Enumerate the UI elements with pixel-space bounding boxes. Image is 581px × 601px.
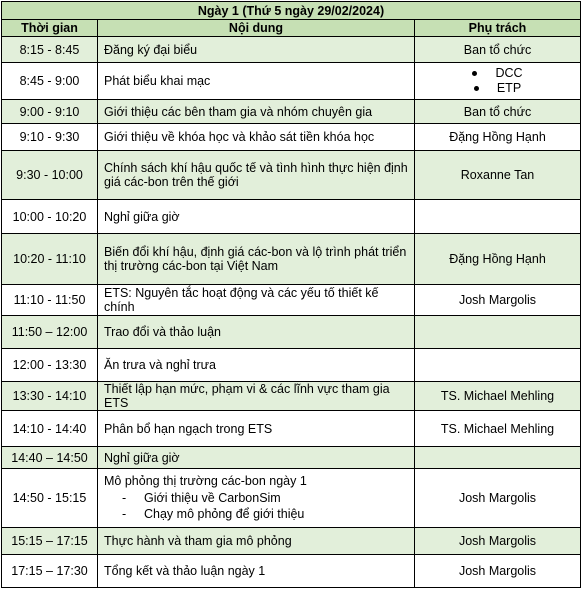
row-time: 17:15 – 17:30 [2, 555, 98, 588]
table-row [2, 469, 581, 528]
list-item [421, 81, 574, 96]
row-content: Trao đổi và thảo luận [98, 316, 415, 349]
table-row [2, 100, 581, 124]
table-row [2, 63, 581, 100]
row-content-block [98, 469, 415, 528]
table-row [2, 285, 581, 316]
row-owner: Roxanne Tan [415, 151, 581, 200]
row-content: Giới thiệu các bên tham gia và nhóm chuyên gia [98, 100, 415, 124]
row-content: ETS: Nguyên tắc hoạt động và các yếu tố thiết kế chính [98, 285, 415, 316]
bullet-icon [474, 86, 479, 91]
row-content: Phát biểu khai mạc [98, 63, 415, 100]
row-time: 10:00 - 10:20 [2, 200, 98, 234]
row-time: 13:30 - 14:10 [2, 382, 98, 411]
row-owner: Josh Margolis [415, 555, 581, 588]
row-time: 8:15 - 8:45 [2, 37, 98, 63]
row-content: Đăng ký đại biểu [98, 37, 415, 63]
table-row [2, 382, 581, 411]
owner-name: DCC [495, 66, 523, 80]
table-row [2, 555, 581, 588]
table-row [2, 411, 581, 447]
list-item [104, 490, 408, 506]
row-time: 15:15 – 17:15 [2, 528, 98, 555]
table-row [2, 234, 581, 285]
row-owner: Ban tổ chức [415, 100, 581, 124]
row-owner: Josh Margolis [415, 469, 581, 528]
row-content: Thực hành và tham gia mô phỏng [98, 528, 415, 555]
table-row [2, 316, 581, 349]
list-item [421, 66, 574, 81]
row-owner: Đặng Hồng Hạnh [415, 234, 581, 285]
row-owner: Josh Margolis [415, 285, 581, 316]
table-row [2, 349, 581, 382]
row-content: Phân bổ hạn ngạch trong ETS [98, 411, 415, 447]
row-content: Giới thiệu về khóa học và khảo sát tiền khóa học [98, 124, 415, 151]
row-content: Chính sách khí hậu quốc tế và tình hình thực hiện định giá các-bon trên thế giới [98, 151, 415, 200]
row-content: Biến đổi khí hậu, định giá các-bon và lộ trình phát triển thị trường các-bon tại Việt Nam [98, 234, 415, 285]
row-content: Nghỉ giữa giờ [98, 200, 415, 234]
table-row [2, 447, 581, 469]
row-owner [415, 447, 581, 469]
dash-icon: - [122, 491, 127, 505]
table-row [2, 200, 581, 234]
owner-name: ETP [496, 81, 522, 95]
row-time: 12:00 - 13:30 [2, 349, 98, 382]
header-time: Thời gian [2, 20, 98, 37]
owner-bullet-list [421, 66, 574, 96]
row-owner: Đặng Hồng Hạnh [415, 124, 581, 151]
list-item [104, 506, 408, 522]
table-row [2, 151, 581, 200]
row-time: 14:50 - 15:15 [2, 469, 98, 528]
sub-item: Giới thiệu về CarbonSim [144, 491, 281, 505]
row-content: Mô phỏng thị trường các-bon ngày 1 [104, 474, 307, 488]
dash-icon: - [122, 507, 127, 521]
sub-item: Chạy mô phỏng để giới thiệu [144, 507, 305, 521]
row-time: 11:10 - 11:50 [2, 285, 98, 316]
table-row [2, 124, 581, 151]
row-content: Thiết lập hạn mức, phạm vi & các lĩnh vực tham gia ETS [98, 382, 415, 411]
agenda-table [1, 1, 581, 588]
row-content: Ăn trưa và nghỉ trưa [98, 349, 415, 382]
row-time: 10:20 - 11:10 [2, 234, 98, 285]
row-time: 11:50 – 12:00 [2, 316, 98, 349]
bullet-icon [472, 71, 477, 76]
row-owner [415, 316, 581, 349]
row-content: Tổng kết và thảo luận ngày 1 [98, 555, 415, 588]
agenda-title: Ngày 1 (Thứ 5 ngày 29/02/2024) [2, 2, 581, 20]
row-owner: Ban tổ chức [415, 37, 581, 63]
row-time: 8:45 - 9:00 [2, 63, 98, 100]
row-time: 14:40 – 14:50 [2, 447, 98, 469]
row-owner: TS. Michael Mehling [415, 382, 581, 411]
row-content: Nghỉ giữa giờ [98, 447, 415, 469]
header-owner: Phụ trách [415, 20, 581, 37]
row-time: 9:10 - 9:30 [2, 124, 98, 151]
title-row [2, 2, 581, 20]
row-time: 14:10 - 14:40 [2, 411, 98, 447]
row-owner [415, 349, 581, 382]
sub-list [104, 490, 408, 522]
header-content: Nội dung [98, 20, 415, 37]
row-owner: Josh Margolis [415, 528, 581, 555]
row-time: 9:00 - 9:10 [2, 100, 98, 124]
row-owner [415, 200, 581, 234]
table-row [2, 37, 581, 63]
header-row [2, 20, 581, 37]
row-owner [415, 63, 581, 100]
row-time: 9:30 - 10:00 [2, 151, 98, 200]
row-owner: TS. Michael Mehling [415, 411, 581, 447]
table-row [2, 528, 581, 555]
